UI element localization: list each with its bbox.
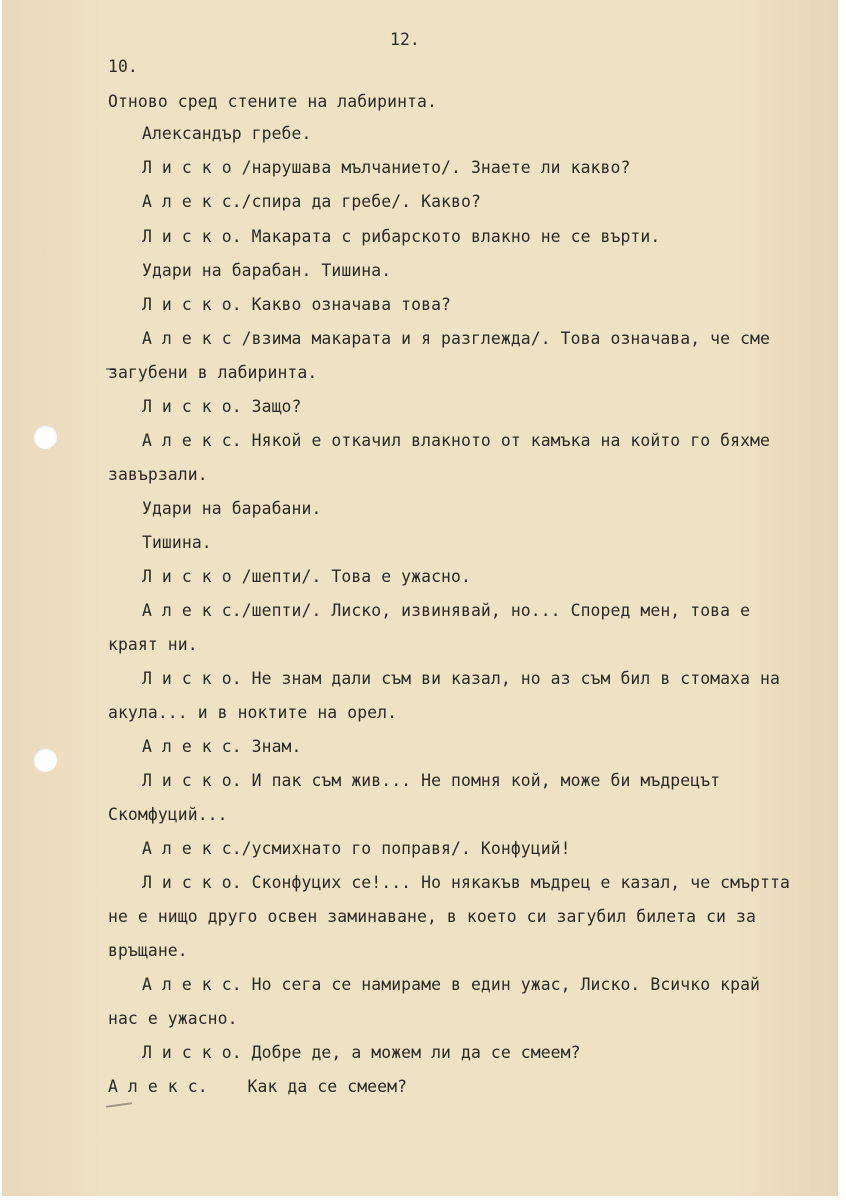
scene-number: 10. — [108, 57, 138, 76]
dialogue-line: нас е ужасно. — [108, 1009, 238, 1028]
dialogue-line: Л и с к о. Добре де, а можем ли да се смеем? — [142, 1043, 581, 1062]
dialogue-line: Скомфуций... — [108, 805, 228, 824]
dialogue-line: връщане. — [108, 941, 188, 960]
dialogue-line: Л и с к о. Не знам дали съм ви казал, но аз съм бил в стомаха на — [142, 669, 780, 688]
dialogue-line: Л и с к о /шепти/. Това е ужасно. — [142, 567, 471, 586]
dialogue-line: А л е к с. Как да се смеем? — [108, 1077, 408, 1096]
stage-direction: Александър гребе. — [142, 124, 312, 143]
dialogue-line: Л и с к о. И пак съм жив... Не помня кой, може би мъдрецът — [142, 771, 721, 790]
dialogue-line: А л е к с. Знам. — [142, 737, 302, 756]
dialogue-line: Л и с к о. Защо? — [142, 397, 302, 416]
dialogue-line: Л и с к о /нарушава мълчанието/. Знаете ли какво? — [142, 158, 631, 177]
dialogue-line: краят ни. — [108, 635, 198, 654]
dialogue-line: А л е к с./шепти/. Лиско, извинявай, но... Според мен, това е — [142, 601, 751, 620]
dialogue-line: А л е к с /взима макарата и я разглежда/. Това означава, че сме — [142, 329, 770, 348]
dialogue-line: акула... и в ноктите на орел. — [108, 703, 398, 722]
pen-mark — [106, 1102, 132, 1108]
dialogue-line: завързали. — [108, 465, 208, 484]
stage-direction: Удари на барабан. Тишина. — [142, 261, 392, 280]
stage-direction: Отново сред стените на лабиринта. — [108, 92, 437, 111]
dialogue-line: не е нищо друго освен заминаване, в което си загубил билета си за — [108, 907, 756, 926]
stage-direction: Тишина. — [142, 533, 212, 552]
punch-hole — [33, 425, 57, 449]
dialogue-line: А л е к с. Някой е откачил влакното от камъка на който го бяхме — [142, 431, 770, 450]
dialogue-line: А л е к с./спира да гребе/. Какво? — [142, 192, 481, 211]
punch-hole — [33, 748, 57, 772]
dialogue-line: А л е к с. Но сега се намираме в един ужас, Лиско. Всичко край — [142, 975, 761, 994]
dialogue-line: Л и с к о. Сконфуцих се!... Но някакъв мъдрец е казал, че смъртта — [142, 873, 790, 892]
typewritten-page — [2, 0, 838, 1196]
page-number: 12. — [390, 30, 420, 49]
stage-direction: Удари на барабани. — [142, 499, 322, 518]
dialogue-line: А л е к с./усмихнато го поправя/. Конфуций! — [142, 839, 571, 858]
dialogue-line: Л и с к о. Макарата с рибарското влакно не се върти. — [142, 227, 661, 246]
dialogue-line: загубени в лабиринта. — [108, 363, 318, 382]
dialogue-line: Л и с к о. Какво означава това? — [142, 295, 452, 314]
